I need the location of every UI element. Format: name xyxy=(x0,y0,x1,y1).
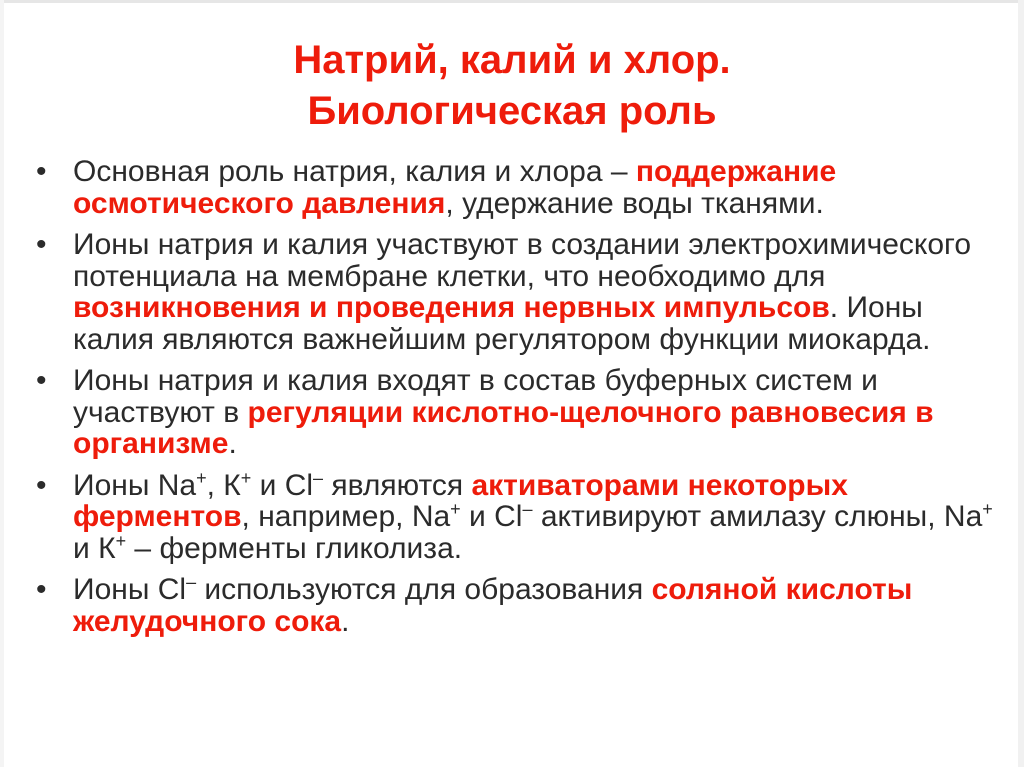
bullet-highlight: возникновения и проведения нервных импульсов xyxy=(73,291,830,324)
bullet-item-nerve-impulses xyxy=(36,229,996,355)
bullet-text: . Ионы калия являются важнейшим регулятором функции миокарда. xyxy=(73,291,931,356)
bullet-dot: • xyxy=(36,573,47,606)
bullet-text: и xyxy=(73,531,99,565)
bullet-item-enzyme-activators xyxy=(36,467,996,565)
bullet-text: . xyxy=(228,427,237,460)
ion-charge-plus: + xyxy=(115,530,127,551)
slide-title-line-2: Биологическая роль xyxy=(307,89,717,133)
bullet-dot: • xyxy=(36,155,47,188)
ion-charge-plus: + xyxy=(196,467,207,488)
bullet-text: активируют амилазу слюны, xyxy=(532,500,944,533)
bullet-text: Ионы натрия и калия участвуют в создании электрохимического потенциала на мембране клетки, что необходимо для xyxy=(73,228,972,293)
bullet-highlight: соляной кислоты желудочного сока xyxy=(73,573,913,638)
slide-title-line-1: Натрий, калий и хлор. xyxy=(293,38,731,82)
ion-charge-minus: – xyxy=(186,572,197,592)
ion-charge-plus: + xyxy=(450,499,461,519)
ion-charge-plus: + xyxy=(240,467,252,488)
bullet-text: и xyxy=(460,500,495,533)
bullet-text: Ионы натрия и калия входят в состав буферных систем и участвуют в xyxy=(73,364,878,429)
ion-na-symbol: Na xyxy=(157,468,197,502)
bullet-item-acid-base-balance xyxy=(36,365,996,460)
bullet-highlight: активаторами некоторых ферментов xyxy=(73,468,848,533)
bullet-text: используются для образования xyxy=(196,573,652,606)
bullet-text: Ионы xyxy=(73,573,158,606)
bullet-text: – ферменты гликолиза. xyxy=(126,531,463,565)
bullet-list xyxy=(36,156,996,647)
ion-charge-minus: – xyxy=(313,467,324,488)
bullet-text: Ионы xyxy=(73,468,158,502)
ion-cl-symbol: Cl xyxy=(157,573,187,606)
bullet-text: , xyxy=(206,468,224,502)
bullet-text: и xyxy=(251,468,285,502)
ion-k-symbol: К xyxy=(223,468,241,502)
ion-k-symbol: К xyxy=(98,531,116,565)
ion-charge-minus: – xyxy=(522,499,533,519)
ion-charge-plus: + xyxy=(982,499,993,519)
bullet-highlight: регуляции кислотно-щелочного равновесия в организме xyxy=(73,395,934,460)
bullet-text: . xyxy=(341,604,350,638)
bullet-dot: • xyxy=(36,364,47,397)
ion-na-symbol: Na xyxy=(943,500,983,533)
ion-na-symbol: Na xyxy=(411,500,451,533)
slide-title xyxy=(0,35,1024,137)
bullet-text: , например, xyxy=(241,500,412,533)
bullet-item-osmotic-pressure xyxy=(36,156,996,219)
bullet-item-hydrochloric-acid xyxy=(36,574,996,637)
bullet-text: Основная роль натрия, калия и хлора – xyxy=(73,155,636,188)
bullet-text: , удержание воды тканями. xyxy=(445,186,824,220)
bullet-dot: • xyxy=(36,228,47,261)
slide-frame-top xyxy=(0,0,1024,3)
ion-cl-symbol: Cl xyxy=(284,468,314,502)
bullet-dot: • xyxy=(36,468,47,502)
ion-cl-symbol: Cl xyxy=(494,500,523,533)
bullet-highlight: поддержание осмотического давления xyxy=(73,155,837,220)
bullet-text: являются xyxy=(323,468,472,502)
